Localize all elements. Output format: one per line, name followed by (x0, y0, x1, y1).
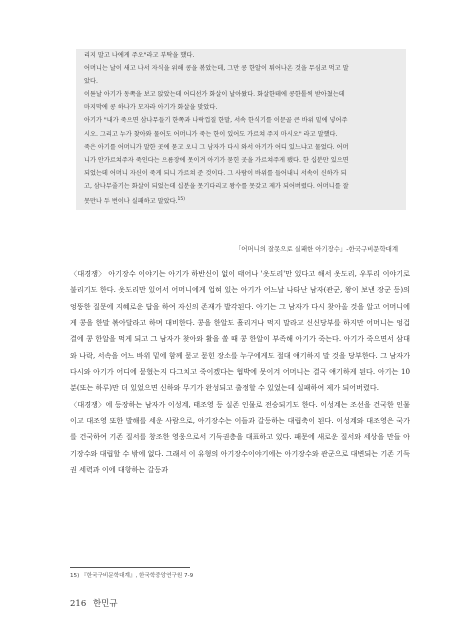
quote-line: 아기가 "내가 죽으면 삼나무들기 한쪽과 나락껍질 한말, 서속 한식기를 이문골 큰 바위 밑에 넣어주 (84, 117, 348, 125)
quote-line: 시오. 그리고 누가 찾아와 물어도 어머니가 죽는 한이 있어도 가르쳐 주지 마시오" 라고 말했다. (84, 130, 338, 138)
page-number: 216 (70, 599, 87, 609)
body-text (70, 266, 410, 478)
body-paragraph: 〈대경쟁〉에 등장하는 남자가 이성계, 태조영 등 실존 인물로 전승되기도 한다. 이성계는 조선을 건국한 인물이고 대조영 또한 발해를 세운 사람으로, 아기장수는 이들과 갈등하는 대립축이 된다. 이성계와 대조영은 국가를 건국하여 기존 질서를 창조한 영웅으로서 기득권층을 대표하고 있다. 패문에 새로운 질서와 세상을 만들 아기장수와 대립할 수 밖에 없다. 그래서 이 유형의 아기장수이야기에는 아기장수와 관군으로 대변되는 기존 기득권 세력과 이에 대항하는 갈등과 (70, 399, 410, 475)
page-footer (70, 598, 118, 610)
quote-block (76, 49, 406, 210)
quote-line: 어머니는 날이 새고 나서 자식을 위해 콩을 볶았는데, 그만 콩 한알이 튀어나온 것을 무심코 먹고 말 (84, 65, 349, 73)
quote-line: 마지막에 콩 하나가 모자라 아기가 화살을 맞았다. (84, 104, 218, 112)
quote-line (84, 193, 398, 208)
footnote-divider (70, 567, 190, 568)
body-paragraph: 〈대경쟁〉 아기장수 이야기는 아기가 하반신이 없이 태어나 '옷도리'만 있다고 해서 옷도리, 우투리 이야기로 불리기도 한다. 옷도리만 있어서 어머니에게 업혀 있는 아기가 어느날 나타난 남자(관군, 왕이 보낸 장군 등)의 엉뚱한 질문에 지혜로운 답을 하여 자신의 존재가 발각된다. 아기는 그 남자가 다시 찾아올 것을 알고 어머니에게 콩을 한말 볶아달라고 하며 대비한다. 콩을 한알도 흘리거나 먹지 말라고 신신당부를 하지만 어머니는 엉겁결에 콩 한알을 먹게 되고 그 남자가 찾아와 활을 쏠 때 콩 한알이 부족해 아기가 죽는다. 아기가 죽으면서 삼대와 나락, 서속을 어느 바위 밑에 함께 묻고 묻힌 장소를 누구에게도 절대 얘기하지 말 것을 당부한다. 그 남자가 다시와 아기가 어디에 묻혔는지 다그치고 죽이겠다는 협박에 못이겨 어머니는 결국 얘기하게 된다. 아기는 10분(또는 하루)만 더 있었으면 신하와 무기가 완성되고 출정할 수 있었는데 실패하여 제가 되어버렸다. (70, 269, 410, 393)
quote-line: 이튿날 아기가 동쪽을 보고 앉았는데 어디선가 화살이 날아왔다. 화살한테에 콩한톨씩 받아쳤는데 (84, 91, 345, 99)
footnote: 15) 『한국구비문학대계』, 한국학중앙연구원 7-9 (70, 573, 194, 579)
quote-line: 고, 삼나무줄기는 화살이 되었는데 십분을 못기다리고 왕수를 못갖고 제가 되어버렸다. 어머니를 잘 (84, 182, 349, 190)
quote-line: 되었는데 어머니 자신이 죽게 되니 가르쳐 준 것이다. 그 사람이 바위를 들어내니 서속이 신하가 되 (84, 169, 347, 177)
running-title: 한민규 (92, 599, 118, 609)
quote-line: 죽은 아기를 어머니가 말한 곳에 묻고 오니 그 남자가 다시 와서 아기가 어디 있느냐고 물었다. 어머 (84, 143, 349, 151)
quote-line: 았다. (84, 78, 98, 86)
quote-line: 니가 안가르쳐주자 죽인다는 으름장에 못이겨 아기가 묻힌 곳을 가르쳐주게 됐다. 한 십분만 있으면 (84, 156, 349, 164)
footnote-mark: 15) (177, 197, 185, 203)
quote-source: 「어머니의 잘못으로 실패한 아기장수」-한국구비문학대계 (234, 245, 398, 253)
quote-line-text: 못만나 두 번이나 실패하고 말았다. (84, 198, 178, 206)
quote-line: 리지 말고 나에게 주오"라고 부탁을 했다. (84, 52, 195, 59)
